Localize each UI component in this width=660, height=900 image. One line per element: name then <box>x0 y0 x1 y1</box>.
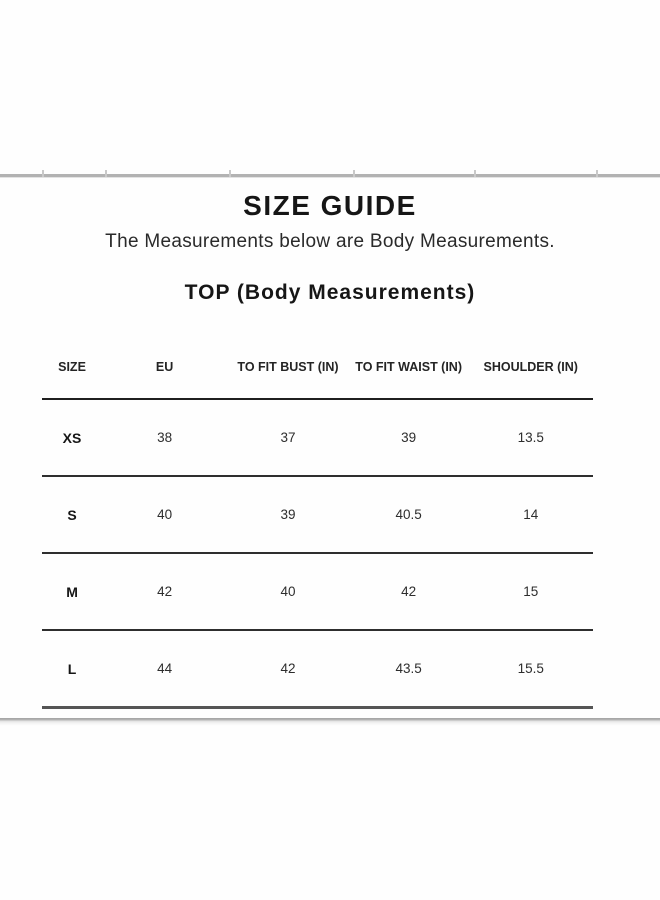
size-label: M <box>42 553 102 630</box>
divider-tick <box>353 170 355 177</box>
size-label: XS <box>42 399 102 476</box>
table-row-xs <box>42 399 593 476</box>
table-row-l <box>42 630 593 708</box>
table-cell: 42 <box>102 553 227 630</box>
divider-tick <box>229 170 231 177</box>
size-label: S <box>42 476 102 553</box>
column-header-waist: TO FIT WAIST (IN) <box>349 336 469 399</box>
size-table <box>42 336 593 709</box>
divider-tick <box>474 170 476 177</box>
column-header-bust: TO FIT BUST (IN) <box>227 336 349 399</box>
table-header-row <box>42 336 593 399</box>
page-subtitle: The Measurements below are Body Measurements. <box>105 231 555 252</box>
divider-tick <box>105 170 107 177</box>
table-cell: 40 <box>102 476 227 553</box>
page-title: SIZE GUIDE <box>243 190 417 221</box>
table-cell: 14 <box>468 476 593 553</box>
table-cell: 40.5 <box>349 476 469 553</box>
table-cell: 39 <box>227 476 349 553</box>
table-row-s <box>42 476 593 553</box>
bottom-divider <box>0 718 660 726</box>
table-cell: 44 <box>102 630 227 708</box>
table-cell: 37 <box>227 399 349 476</box>
column-header-size: SIZE <box>42 336 102 399</box>
column-header-eu: EU <box>102 336 227 399</box>
table-cell: 39 <box>349 399 469 476</box>
table-cell: 42 <box>227 630 349 708</box>
size-label: L <box>42 630 102 708</box>
table-cell: 42 <box>349 553 469 630</box>
section-title: TOP (Body Measurements) <box>184 281 476 304</box>
table-cell: 40 <box>227 553 349 630</box>
column-header-shoulder: SHOULDER (IN) <box>468 336 593 399</box>
table-cell: 15 <box>468 553 593 630</box>
divider-tick <box>42 170 44 177</box>
table-cell: 15.5 <box>468 630 593 708</box>
table-row-m <box>42 553 593 630</box>
table-cell: 38 <box>102 399 227 476</box>
table-cell: 43.5 <box>349 630 469 708</box>
divider-tick <box>596 170 598 177</box>
table-cell: 13.5 <box>468 399 593 476</box>
top-divider <box>0 174 660 178</box>
